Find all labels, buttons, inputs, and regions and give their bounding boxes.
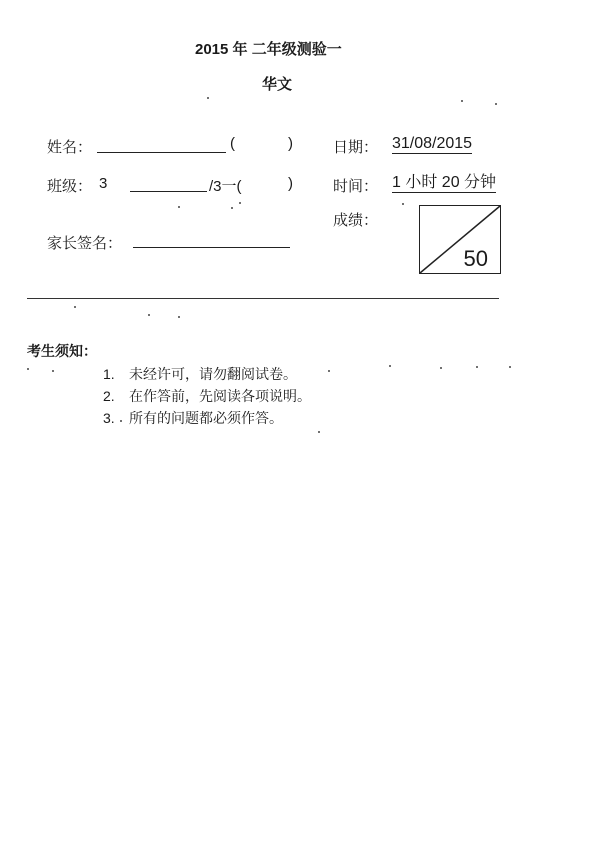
class-suffix: /3一( (209, 178, 242, 195)
notice-item-text: 在作答前，先阅读各项说明。 (129, 389, 311, 405)
notice-item-number: 3. (103, 410, 115, 426)
notice-item (103, 386, 311, 406)
class-label: 班级： (47, 177, 93, 195)
time-value: 1 小时 20 分钟 (392, 174, 497, 191)
name-field-line[interactable] (97, 152, 226, 153)
class-paren-close: ) (288, 175, 293, 192)
class-field-line[interactable] (130, 191, 207, 192)
score-box (419, 205, 501, 274)
notice-title: 考生须知： (27, 344, 97, 360)
date-label: 日期： (333, 138, 379, 156)
date-value: 31/08/2015 (392, 135, 473, 152)
notice-item-number: 1. (103, 366, 115, 382)
time-label: 时间： (333, 177, 379, 195)
class-value: 3 (99, 175, 108, 192)
score-value: 50 (463, 246, 488, 271)
subject-title: 华文 (262, 75, 293, 93)
name-paren-close: ) (288, 135, 293, 152)
notice-item-text: 未经许可，请勿翻阅试卷。 (129, 367, 297, 383)
notice-item-text: 所有的问题都必须作答。 (129, 411, 283, 427)
notice-item (103, 364, 297, 384)
parent-signature-line[interactable] (133, 247, 290, 248)
exam-title: 2015 年 二年级测验一 (195, 41, 342, 58)
grade-label: 成绩： (333, 211, 379, 229)
notice-item-number: 2. (103, 388, 115, 404)
section-divider (27, 298, 499, 299)
score-diagonal-line (420, 206, 502, 275)
notice-item (103, 408, 283, 428)
name-paren-open: ( (230, 135, 235, 152)
name-label: 姓名： (47, 138, 93, 156)
parent-signature-label: 家长签名： (47, 234, 123, 252)
